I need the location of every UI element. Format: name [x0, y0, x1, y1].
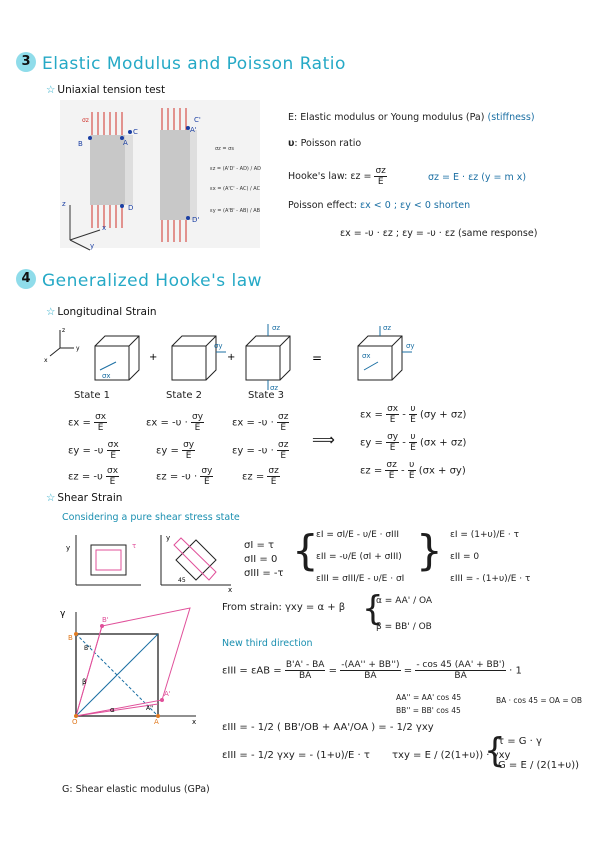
stiffness-note: (stiffness) — [487, 112, 535, 123]
fig-label-ap: A' — [190, 126, 197, 134]
new-third-direction: New third direction — [222, 638, 313, 649]
sigma-x-label: σx — [362, 352, 371, 360]
fig-label-cp: C' — [194, 116, 201, 124]
brace-left: { — [292, 526, 319, 575]
pure-shear-note: Considering a pure shear stress state — [62, 512, 240, 523]
fig-beta: β — [82, 678, 87, 686]
stress-state-2: σII = 0 — [244, 554, 278, 565]
uniaxial-tension-figure — [60, 100, 260, 250]
section-title-4: Generalized Hooke's law — [42, 271, 263, 291]
fig-formula: εz = (A'D' - AD) / AD — [210, 166, 262, 172]
g-definition: G: Shear elastic modulus (GPa) — [62, 784, 210, 795]
brace-right: } — [416, 526, 443, 575]
fig-gamma: γ — [60, 609, 66, 619]
subtitle-uniaxial: ☆ Uniaxial tension test — [46, 84, 166, 96]
sigma-z-label: σz — [270, 384, 279, 392]
v-definition: υ: Poisson ratio — [288, 138, 362, 149]
state2-ey: εy = $\frac{\sigma y}{E}$ — [156, 440, 195, 461]
gen-ez: εz = $\frac{\sigma z}{E}$ - $\frac{\upsilon}{E}$ (σx + σy) — [360, 460, 466, 481]
fig-o: O — [72, 718, 78, 726]
state-3-label: State 3 — [248, 390, 285, 401]
aa-note: AA'' = AA' cos 45 — [396, 693, 462, 702]
alpha-definition: α = AA' / OA — [376, 596, 433, 606]
star-icon: ☆ — [46, 492, 56, 504]
stress-state-1: σI = τ — [244, 540, 275, 551]
axis-z: z — [62, 327, 66, 334]
pure-shear-figure — [66, 530, 246, 592]
sigma-z-label: σz — [383, 324, 392, 332]
fig-a: A — [154, 718, 159, 726]
strain-result-3: εIII = - (1+υ)/E · τ — [450, 574, 531, 584]
fig-label-a: A — [123, 139, 128, 147]
section-number-4: 4 — [16, 269, 36, 289]
brace-g: { — [484, 731, 506, 771]
state2-ex: εx = -υ · $\frac{\sigma y}{E}$ — [146, 412, 204, 433]
strain-result-2: εII = 0 — [450, 552, 480, 562]
tau-equation: τxy = E / (2(1+υ)) · γxy — [392, 750, 511, 761]
poisson-effect: Poisson effect: εx < 0 ; εy < 0 shorten — [288, 200, 471, 211]
plus-sign: + — [149, 352, 158, 363]
fig-app: A'' — [146, 705, 154, 712]
state2-ez: εz = -υ · $\frac{\sigma y}{E}$ — [156, 466, 213, 487]
shear-deformation-figure — [58, 606, 198, 726]
hookes-law: Hooke's law: εz = $\frac{\sigma z}{E}$ — [288, 166, 386, 187]
state3-ex: εx = -υ · $\frac{\sigma z}{E}$ — [232, 412, 289, 433]
hookes-law-rhs: σz = E · εz (y = m x) — [428, 172, 527, 183]
cube-state-3 — [246, 336, 290, 380]
stress-state-3: σIII = -τ — [244, 568, 284, 579]
e-definition: E: Elastic modulus or Young modulus (Pa) (stiffness) — [288, 112, 535, 123]
fig-label-z: z — [62, 200, 66, 208]
shear-axis-x: x — [228, 586, 233, 594]
section-number-3: 3 — [16, 52, 36, 72]
fig-bpp: B'' — [84, 645, 92, 652]
strain-result-1: εI = (1+υ)/E · τ — [450, 530, 519, 540]
sigma-y-label: σy — [406, 342, 415, 350]
fig-alpha: α — [110, 706, 115, 714]
tau-g: τ = G · γ — [498, 736, 542, 747]
e3-equation-3: εIII = - 1/2 γxy = - (1+υ)/E · τ — [222, 750, 370, 761]
from-strain: From strain: γxy = α + β — [222, 602, 346, 613]
fig-b: B — [68, 634, 73, 642]
g-equation: G = E / (2(1+υ)) — [498, 760, 580, 771]
fig-ap: A' — [164, 690, 171, 698]
fig-label-c: C — [133, 128, 138, 136]
state1-ez: εz = -υ $\frac{\sigma x}{E}$ — [68, 466, 119, 487]
state3-ez: εz = $\frac{\sigma z}{E}$ — [242, 466, 279, 487]
gen-ex: εx = $\frac{\sigma x}{E}$ - $\frac{\upsilon}{E}$ (σy + σz) — [360, 404, 467, 425]
state1-ex: εx = $\frac{\sigma x}{E}$ — [68, 412, 107, 433]
beta-definition: β = BB' / OB — [376, 622, 432, 632]
shear-axis-y2: y — [166, 534, 171, 542]
brace-alpha-beta: { — [362, 589, 384, 629]
fig-label-b: B — [78, 140, 83, 148]
strain-state-2: εII = -υ/E (σI + σIII) — [316, 552, 402, 562]
fig-formula: εy = (A'B' - AB) / AB — [210, 208, 261, 214]
fig-label-x: x — [102, 224, 107, 232]
e3-equation-2: εIII = - 1/2 ( BB'/OB + AA'/OA ) = - 1/2 γxy — [222, 722, 434, 733]
angle-45: 45 — [178, 577, 186, 584]
sigma-z-label: σz — [272, 324, 281, 332]
subtitle-longitudinal: ☆ Longitudinal Strain — [46, 306, 157, 318]
equals-sign: = — [312, 351, 323, 365]
section-title-3: Elastic Modulus and Poisson Ratio — [42, 54, 346, 74]
cube-state-2 — [172, 336, 216, 380]
gen-ey: εy = $\frac{\sigma y}{E}$ - $\frac{\upsilon}{E}$ (σx + σz) — [360, 432, 467, 453]
fig-formula: σz = σs — [215, 146, 234, 152]
implies-arrow: ⟹ — [312, 430, 335, 449]
e3-equation: εIII = εAB = $\frac{B'A' - BA}{BA}$ = $\frac{-(AA'' + BB'')}{BA}$ = $\frac{- \cos 45 (AA' + BB')}{BA}$ · 1 — [222, 660, 522, 681]
star-icon: ☆ — [46, 84, 56, 96]
fig-label-sz: σz — [82, 117, 89, 124]
axis-x: x — [44, 357, 48, 364]
axis-y: y — [76, 345, 80, 352]
star-icon: ☆ — [46, 306, 56, 318]
bb-note: BB'' = BB' cos 45 — [396, 706, 461, 715]
fig-label-dp: D' — [192, 216, 200, 224]
fig-label-y: y — [90, 242, 95, 250]
state3-ey: εy = -υ · $\frac{\sigma z}{E}$ — [232, 440, 289, 461]
fig-bp: B' — [102, 616, 109, 624]
fig-x: x — [192, 718, 197, 726]
poisson-equation: εx = -υ · εz ; εy = -υ · εz (same response) — [340, 228, 538, 239]
shear-tau-label: τ — [132, 542, 137, 550]
sigma-y-label: σy — [214, 342, 223, 350]
plus-sign: + — [227, 352, 236, 363]
ba-note: BA · cos 45 = OA = OB — [496, 696, 583, 705]
strain-state-3: εIII = σIII/E - υ/E · σI — [316, 574, 405, 584]
shear-axis-y: y — [66, 544, 71, 552]
state-2-label: State 2 — [166, 390, 203, 401]
subtitle-shear: ☆ Shear Strain — [46, 492, 123, 504]
longitudinal-strain-figure — [40, 322, 430, 392]
state-1-label: State 1 — [74, 390, 111, 401]
fig-formula: εx = (A'C' - AC) / AC — [210, 186, 261, 192]
fig-label-d: D — [128, 204, 134, 212]
state1-ey: εy = -υ $\frac{\sigma x}{E}$ — [68, 440, 119, 461]
sigma-x-label: σx — [102, 372, 111, 380]
strain-state-1: εI = σI/E - υ/E · σIII — [316, 530, 400, 540]
